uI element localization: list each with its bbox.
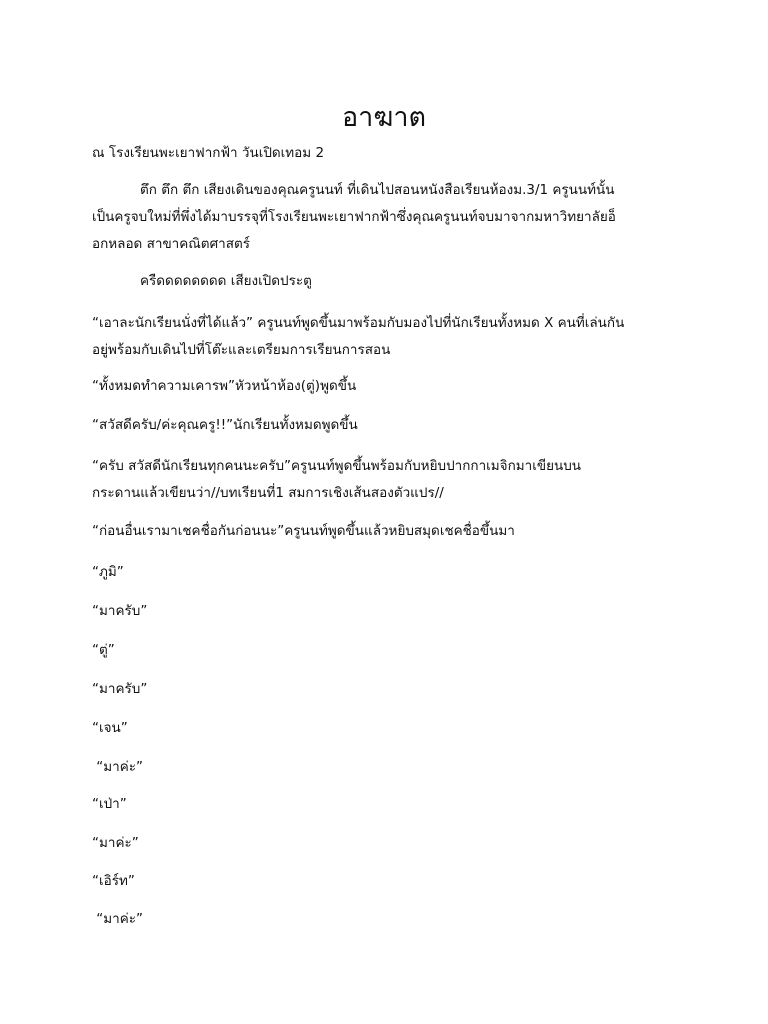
paragraph-dialogue (92, 373, 682, 400)
paragraph-line: กระดานแล้วเขียนว่า//บทเรียนที่1 สมการเชิงเส้นสองตัวแปร// (92, 485, 444, 501)
paragraph-line: “ก่อนอื่นเรามาเชคชื่อกันก่อนนะ”ครูนนท์พูดขึ้นแล้วหยิบสมุดเชคชื่อขึ้นมา (92, 523, 515, 539)
paragraph-line: “ภูมิ” (92, 564, 124, 580)
roll-call-line (92, 830, 682, 857)
paragraph-line: “มาค่ะ” (92, 759, 144, 775)
roll-call-line (92, 868, 682, 895)
paragraph-line: “สวัสดีครับ/ค่ะคุณครู!!”นักเรียนทั้งหมดพูดขึ้น (92, 417, 358, 433)
paragraph-setting (92, 140, 682, 167)
paragraph-line: ณ โรงเรียนพะเยาฟากฟ้า วันเปิดเทอม 2 (92, 145, 325, 161)
paragraph-line: “เอิร์ท” (92, 873, 135, 889)
roll-call-line (92, 754, 682, 781)
roll-call-line (92, 676, 682, 703)
roll-call-line (92, 906, 682, 933)
paragraph-dialogue (92, 453, 682, 507)
paragraph-line: “มาครับ” (92, 681, 148, 697)
paragraph-line: ตึก ตึก ตึก เสียงเดินของคุณครูนนท์ ที่เดินไปสอนหนังสือเรียนห้องม.3/1 ครูนนท์นั้น (140, 182, 615, 198)
roll-call-line (92, 715, 682, 742)
paragraph-line: “มาค่ะ” (92, 911, 144, 927)
document-title: อาฆาต (341, 102, 427, 133)
paragraph-line: “เป่า” (92, 796, 127, 812)
paragraph-line: “ตู่” (92, 642, 115, 658)
paragraph-line: อยู่พร้อมกับเดินไปที่โต๊ะและเตรียมการเรียนการสอน (92, 342, 391, 358)
paragraph-line: เป็นครูจบใหม่ที่พึ่งได้มาบรรจุที่โรงเรียนพะเยาฟากฟ้าซึ่งคุณครูนนท์จบมาจากมหาวิทยาลัยอ็ (92, 209, 616, 225)
paragraph-line: “ทั้งหมดทำความเคารพ”หัวหน้าห้อง(ตู่)พูดขึ้น (92, 378, 357, 394)
paragraph-dialogue (92, 412, 682, 439)
paragraph-line: “มาครับ” (92, 603, 148, 619)
roll-call-line (92, 598, 682, 625)
roll-call-line (92, 559, 682, 586)
roll-call-line (92, 637, 682, 664)
paragraph-line: “ครับ สวัสดีนักเรียนทุกคนนะครับ”ครูนนท์พูดขึ้นพร้อมกับหยิบปากกาเมจิกมาเขียนบน (92, 458, 581, 474)
paragraph-line: “มาค่ะ” (92, 835, 139, 851)
paragraph-line: อกหลอด สาขาคณิตศาสตร์ (92, 236, 250, 252)
paragraph-line: “เอาละนักเรียนนั่งที่ได้แล้ว” ครูนนท์พูดขึ้นมาพร้อมกับมองไปที่นักเรียนทั้งหมด X คนที่เล่นกัน (92, 315, 625, 331)
paragraph-line: ครืดดดดดดดด เสียงเปิดประตู (140, 273, 312, 289)
paragraph-door (92, 268, 682, 295)
paragraph-line: “เจน” (92, 720, 128, 736)
paragraph-intro (92, 177, 682, 258)
roll-call-line (92, 791, 682, 818)
paragraph-teacher-speaks (92, 310, 682, 364)
paragraph-dialogue (92, 518, 682, 545)
